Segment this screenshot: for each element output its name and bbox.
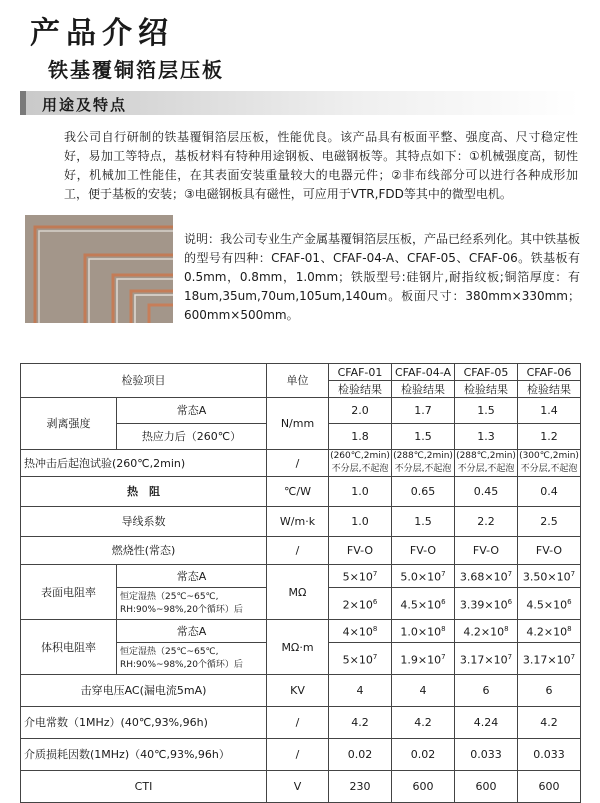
header-item: 检验项目 xyxy=(21,364,267,398)
row-label: 热 阻 xyxy=(21,477,267,507)
unit-cell: MΩ·m xyxy=(267,620,329,675)
value-cell: 2.2 xyxy=(455,507,518,537)
sub-label xyxy=(117,643,267,675)
value-cell: 0.65 xyxy=(392,477,455,507)
value-cell: 1.0 xyxy=(329,507,392,537)
unit-cell: / xyxy=(267,739,329,771)
value-cell: 4.2 xyxy=(518,707,581,739)
test-result: 不分层,不起泡 xyxy=(331,464,389,474)
value-cell: 1.5 xyxy=(392,424,455,450)
value-cell xyxy=(329,643,392,675)
value-cell: 230 xyxy=(329,771,392,803)
value-cell xyxy=(392,588,455,620)
condition-line: RH:90%~98%,20个循环）后 xyxy=(120,659,243,670)
result-header: 检验结果 xyxy=(329,381,392,398)
header-row xyxy=(21,364,581,381)
value-cell xyxy=(392,450,455,477)
row-label: 热冲击后起泡试验(260℃,2min) xyxy=(21,450,267,477)
value-cell: 1.0 xyxy=(329,477,392,507)
unit-cell: / xyxy=(267,450,329,477)
value-cell: 4.2 xyxy=(329,707,392,739)
product-photo xyxy=(25,215,173,323)
table-row xyxy=(21,565,581,588)
table-row xyxy=(21,675,581,707)
value-cell: 4 xyxy=(329,675,392,707)
value-cell: FV-O xyxy=(329,537,392,565)
row-label: 击穿电压AC(漏电流5mA) xyxy=(21,675,267,707)
unit-cell: KV xyxy=(267,675,329,707)
value-exponent: 8 xyxy=(372,625,378,634)
model-cell: CFAF-01 xyxy=(329,364,392,381)
value-cell xyxy=(455,588,518,620)
test-condition: (300℃,2min) xyxy=(519,451,579,461)
sub-label: 常态A xyxy=(117,565,267,588)
value-exponent: 8 xyxy=(504,625,509,634)
value-base: 4.5×10 xyxy=(526,598,568,612)
value-exponent: 6 xyxy=(507,597,513,606)
value-cell xyxy=(518,450,581,477)
value-base: 3.68×10 xyxy=(459,570,508,584)
value-exponent: 7 xyxy=(570,570,576,579)
value-cell: 0.02 xyxy=(392,739,455,771)
unit-cell: N/mm xyxy=(267,398,329,450)
product-name: 铁基覆铜箔层压板 xyxy=(48,58,224,82)
unit-cell: ℃/W xyxy=(267,477,329,507)
value-cell xyxy=(329,620,392,643)
value-cell: 600 xyxy=(392,771,455,803)
value-exponent: 6 xyxy=(567,597,572,606)
row-label: 介质损耗因数(1MHz)（40℃,93%,96h） xyxy=(21,739,267,771)
value-cell: 2.5 xyxy=(518,507,581,537)
unit-cell: MΩ xyxy=(267,565,329,620)
table-row xyxy=(21,707,581,739)
value-base: 5×10 xyxy=(342,570,373,584)
description-paragraph: 说明：我公司专业生产金属基覆铜箔层压板，产品已经系列化。其中铁基板的型号有四种：CFAF-01、CFAF-04-A、CFAF-05、CFAF-06。铁基板有0.5mm，0.8mm，1.0mm；铁版型号:硅钢片,耐指纹板;铜箔厚度：有18um,35um,70um,105um,140um。板面尺寸：380mm×330mm；600mm×500mm。 xyxy=(184,232,581,322)
value-base: 2×10 xyxy=(342,598,373,612)
row-label: CTI xyxy=(21,771,267,803)
model-cell: CFAF-06 xyxy=(518,364,581,381)
value-cell xyxy=(392,620,455,643)
value-base: 4.2×10 xyxy=(463,625,505,639)
value-cell: 1.5 xyxy=(392,507,455,537)
sub-label xyxy=(117,588,267,620)
value-cell xyxy=(455,565,518,588)
value-exponent: 8 xyxy=(441,625,446,634)
unit-cell: V xyxy=(267,771,329,803)
unit-cell: / xyxy=(267,537,329,565)
row-label: 燃烧性(常态) xyxy=(21,537,267,565)
unit-cell: / xyxy=(267,707,329,739)
value-base: 3.17×10 xyxy=(459,653,508,667)
table-row xyxy=(21,620,581,643)
value-base: 4.5×10 xyxy=(400,598,442,612)
value-cell: 0.4 xyxy=(518,477,581,507)
value-exponent: 7 xyxy=(441,570,446,579)
result-header: 检验结果 xyxy=(455,381,518,398)
intro-paragraph: 我公司自行研制的铁基覆铜箔层压板，性能优良。该产品具有板面平整、强度高、尺寸稳定性好，易加工等特点，基板材料有特种用途钢板、电磁钢板等。其特点如下：①机械强度高，韧性好，机械加工性能佳，在其表面安装重量较大的电器元件；②非布线部分可以进行各种成形加工，便于基板的安装；③电磁钢板具有磁性，可应用于VTR,FDD等其中的微型电机。 xyxy=(64,130,578,201)
table-row xyxy=(21,739,581,771)
row-label: 剥离强度 xyxy=(21,398,117,450)
table-row xyxy=(21,771,581,803)
table-row xyxy=(21,398,581,424)
value-exponent: 7 xyxy=(507,652,513,661)
value-cell: 1.8 xyxy=(329,424,392,450)
value-cell: 4.24 xyxy=(455,707,518,739)
sub-label: 常态A xyxy=(117,398,267,424)
value-cell: 4.2 xyxy=(392,707,455,739)
sub-label: 热应力后（260℃） xyxy=(117,424,267,450)
spec-table xyxy=(20,363,581,803)
value-cell: 0.45 xyxy=(455,477,518,507)
value-exponent: 7 xyxy=(570,652,576,661)
value-cell xyxy=(455,643,518,675)
test-condition: (288℃,2min) xyxy=(456,451,516,461)
value-base: 5×10 xyxy=(342,653,373,667)
value-base: 4×10 xyxy=(342,625,373,639)
test-result: 不分层,不起泡 xyxy=(394,464,452,474)
value-cell xyxy=(392,643,455,675)
section-bar-accent xyxy=(20,91,26,115)
value-cell xyxy=(518,565,581,588)
row-label: 表面电阻率 xyxy=(21,565,117,620)
result-header: 检验结果 xyxy=(518,381,581,398)
value-cell: 0.033 xyxy=(455,739,518,771)
model-cell: CFAF-04-A xyxy=(392,364,455,381)
value-exponent: 7 xyxy=(441,652,446,661)
test-condition: (288℃,2min) xyxy=(393,451,453,461)
value-exponent: 6 xyxy=(441,597,446,606)
test-result: 不分层,不起泡 xyxy=(457,464,515,474)
value-exponent: 6 xyxy=(372,597,378,606)
value-cell: 1.7 xyxy=(392,398,455,424)
value-cell xyxy=(518,588,581,620)
row-label: 导线系数 xyxy=(21,507,267,537)
value-base: 3.39×10 xyxy=(459,598,508,612)
page-title: 产品介绍 xyxy=(30,16,174,51)
sub-label: 常态A xyxy=(117,620,267,643)
value-cell: FV-O xyxy=(392,537,455,565)
value-cell xyxy=(329,565,392,588)
value-cell: 0.033 xyxy=(518,739,581,771)
value-cell xyxy=(518,620,581,643)
value-cell: 600 xyxy=(455,771,518,803)
condition-line: 恒定湿热（25℃~65℃, xyxy=(120,646,219,657)
value-cell xyxy=(455,620,518,643)
condition-line: RH:90%~98%,20个循环）后 xyxy=(120,604,243,615)
value-base: 1.0×10 xyxy=(400,625,442,639)
value-cell xyxy=(455,450,518,477)
table-row xyxy=(21,507,581,537)
value-cell: 6 xyxy=(455,675,518,707)
value-cell: 1.3 xyxy=(455,424,518,450)
value-cell: 1.5 xyxy=(455,398,518,424)
value-cell: FV-O xyxy=(455,537,518,565)
test-condition: (260℃,2min) xyxy=(330,451,390,461)
value-cell: 6 xyxy=(518,675,581,707)
value-base: 3.50×10 xyxy=(522,570,571,584)
value-cell: 2.0 xyxy=(329,398,392,424)
value-cell: FV-O xyxy=(518,537,581,565)
value-exponent: 7 xyxy=(507,570,513,579)
value-cell xyxy=(392,565,455,588)
row-label: 体积电阻率 xyxy=(21,620,117,675)
value-cell: 600 xyxy=(518,771,581,803)
value-base: 5.0×10 xyxy=(400,570,442,584)
model-cell: CFAF-05 xyxy=(455,364,518,381)
table-row xyxy=(21,537,581,565)
value-cell xyxy=(518,643,581,675)
value-base: 3.17×10 xyxy=(522,653,571,667)
table-row xyxy=(21,450,581,477)
test-result: 不分层,不起泡 xyxy=(520,464,578,474)
value-cell: 1.4 xyxy=(518,398,581,424)
condition-line: 恒定湿热（25℃~65℃, xyxy=(120,591,219,602)
laminate-sheets-image xyxy=(25,215,173,323)
row-label: 介电常数（1MHz）(40℃,93%,96h) xyxy=(21,707,267,739)
value-exponent: 7 xyxy=(372,570,378,579)
header-unit: 单位 xyxy=(267,364,329,398)
value-cell: 4 xyxy=(392,675,455,707)
value-base: 1.9×10 xyxy=(400,653,442,667)
value-base: 4.2×10 xyxy=(526,625,568,639)
unit-cell: W/m·k xyxy=(267,507,329,537)
value-exponent: 7 xyxy=(372,652,378,661)
value-cell xyxy=(329,588,392,620)
value-cell: 1.2 xyxy=(518,424,581,450)
result-header: 检验结果 xyxy=(392,381,455,398)
value-cell: 0.02 xyxy=(329,739,392,771)
section-title: 用途及特点 xyxy=(42,96,128,114)
value-exponent: 8 xyxy=(567,625,572,634)
table-row xyxy=(21,477,581,507)
value-cell xyxy=(329,450,392,477)
